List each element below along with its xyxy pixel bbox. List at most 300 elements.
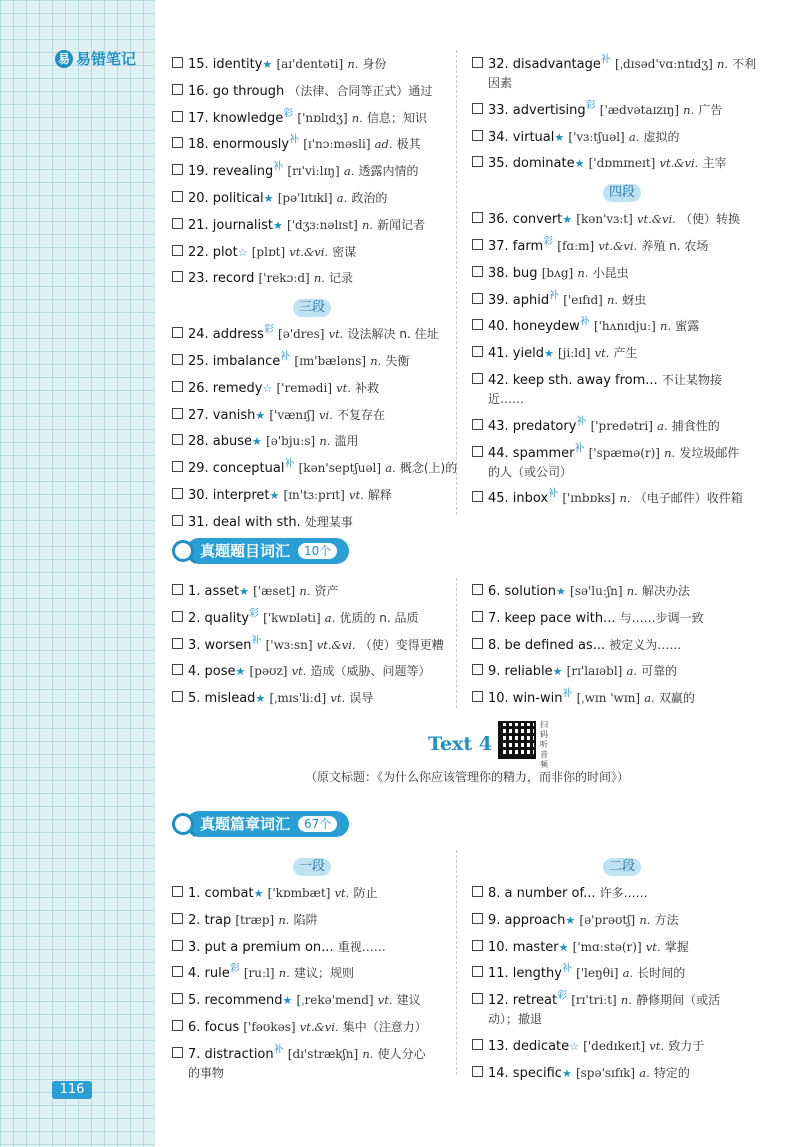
entry-word: 21. journalist [188,217,274,233]
entry-part-of-speech: vt. [649,1038,665,1053]
checkbox-icon[interactable] [472,156,483,167]
vocab-entry [472,662,772,681]
entry-part-of-speech: vt.&vi. [289,244,329,259]
entry-part-of-speech: n. [319,434,331,449]
entry-word: 9. reliable [488,664,553,680]
entry-word: 35. dominate [488,156,575,172]
entry-word: 44. spammer [488,445,575,461]
vocab-entry [472,371,772,409]
entry-meaning: 静修期间（或活 [636,993,721,1008]
vocab-entry [172,135,452,154]
checkbox-icon[interactable] [172,245,183,256]
checkbox-icon[interactable] [472,886,483,897]
entry-part-of-speech: n. [299,584,311,598]
entry-meaning: 处理某事 [304,514,353,529]
star-outline-icon: ☆ [262,381,273,395]
entry-word: 14. specific [488,1065,562,1081]
entry-word: 3. put a premium on... [188,939,334,955]
checkbox-icon[interactable] [472,611,483,622]
checkbox-icon[interactable] [472,691,483,702]
entry-part-of-speech: n. [361,217,374,232]
entry-meaning: （使）转换 [679,212,740,227]
entry-meaning: 被定义为…… [609,637,682,652]
checkbox-icon[interactable] [172,57,183,68]
checkbox-icon[interactable] [172,354,183,365]
vocab-column-left [172,853,452,1091]
checkbox-icon[interactable] [172,940,183,951]
entry-phonetic: [dɪ'strækʃn] [287,1046,359,1061]
logo [55,48,136,69]
vocab-entry [172,216,452,235]
vocab-entry [172,379,452,398]
checkbox-icon[interactable] [472,638,483,649]
entry-phonetic: ['predətri] [590,418,653,433]
vocab-entry [172,662,452,681]
vocab-entry [472,884,772,903]
checkbox-icon[interactable] [472,57,483,68]
entry-meaning: 特定的 [653,1065,690,1080]
star-outline-icon: ☆ [237,245,248,259]
entry-meaning: 记录 [329,271,354,286]
entry-word: 30. interpret [188,487,270,503]
checkbox-icon[interactable] [172,381,183,392]
entry-word: 45. inbox [488,491,549,507]
entry-meaning: 蚜虫 [622,292,647,307]
entry-phonetic: [træp] [235,912,275,927]
vocab-entry [172,82,452,101]
entry-part-of-speech: n. [716,57,728,71]
entry-meaning: 滥用 [334,434,359,449]
vocab-entry [472,317,772,336]
star-icon: ★ [565,913,576,927]
vocab-entry [472,609,772,628]
entry-meaning: 重视…… [337,939,386,954]
entry-part-of-speech: n. [639,912,651,927]
checkbox-icon[interactable] [172,886,183,897]
checkbox-icon[interactable] [172,1020,183,1031]
entry-meaning-continued: 的事物 [188,1065,225,1080]
entry-word: 11. lengthy [488,966,562,982]
frequency-mark: 补 [273,161,284,173]
section-banner-passage-vocab [172,811,349,837]
frequency-mark: 彩 [557,990,568,1002]
vocab-column-right [472,55,772,516]
entry-phonetic: [kən'septʃuəl] [298,461,382,476]
entry-phonetic: [ɪn'tɜːprɪt] [283,487,345,502]
checkbox-icon[interactable] [472,130,483,141]
entry-part-of-speech: vt. [334,886,350,900]
qr-caption: 扫码听音频 [540,720,548,769]
entry-word: 41. yield [488,346,544,362]
entry-meaning: 建议；规则 [293,966,354,981]
checkbox-icon[interactable] [172,584,183,595]
vocab-column-right [472,582,772,716]
entry-part-of-speech: n. [362,1046,374,1061]
vocab-entry [472,1064,772,1083]
star-icon: ★ [552,665,563,679]
vocab-entry [472,444,772,482]
checkbox-icon[interactable] [472,319,483,330]
frequency-mark: 补 [562,688,573,700]
entry-word: 6. solution [488,584,557,599]
entry-meaning: 虚拟的 [643,129,680,144]
entry-phonetic: ['dedɪkeɪt] [583,1038,646,1053]
checkbox-icon[interactable] [172,461,183,472]
checkbox-icon[interactable] [472,239,483,250]
checkbox-icon[interactable] [472,1066,483,1077]
entry-meaning: （法律、合同等正式）通过 [288,83,433,98]
column-divider [456,850,457,1075]
vocab-entry [172,352,452,371]
entry-phonetic: ['eɪfɪd] [563,292,603,307]
entry-meaning: 许多…… [599,886,648,900]
entry-part-of-speech: vt.&vi. [659,156,699,171]
paragraph-label: 四段 [472,181,772,202]
entry-part-of-speech: vt.&vi. [598,238,638,253]
entry-phonetic: ['ædvətaɪzɪŋ] [599,102,680,117]
vocab-entry [472,128,772,147]
entry-word: 40. honeydew [488,319,580,335]
entry-meaning: 设法解决 n. 住址 [347,327,439,342]
banner-bar [186,538,349,564]
entry-part-of-speech: vi. [319,407,333,422]
entry-word: 28. abuse [188,434,253,450]
checkbox-icon[interactable] [472,103,483,114]
banner-title: 真题题目词汇 [200,542,291,560]
entry-meaning: 陷阱 [293,912,318,927]
entry-meaning: 不复存在 [337,407,386,422]
frequency-mark: 补 [273,1044,284,1056]
checkbox-icon[interactable] [472,966,483,977]
entry-phonetic: ['nɒlɪdʒ] [297,110,348,125]
entry-phonetic: [ˌrekə'mend] [296,993,374,1008]
entry-phonetic: [rɪ'triːt] [571,993,617,1008]
entry-part-of-speech: ad. [374,137,393,152]
checkbox-icon[interactable] [472,913,483,924]
checkbox-icon[interactable] [172,993,183,1004]
entry-part-of-speech: n. [660,319,672,334]
star-icon: ★ [543,347,554,361]
vocab-entry [472,237,772,256]
entry-meaning: 防止 [353,886,378,900]
banner-title: 真题篇章词汇 [200,815,291,833]
entry-word: 3. worsen [188,637,252,653]
entry-word: 6. focus [188,1019,240,1035]
entry-part-of-speech: vt.&vi. [316,637,356,652]
entry-phonetic: [bʌg] [541,265,574,280]
entry-meaning-continued: 因素 [488,76,513,90]
frequency-mark: 补 [280,351,291,363]
entry-part-of-speech: a. [324,610,336,625]
checkbox-icon[interactable] [172,488,183,499]
checkbox-icon[interactable] [472,1039,483,1050]
star-icon: ★ [252,435,262,449]
checkbox-icon[interactable] [172,638,183,649]
entry-meaning: 失衡 [385,353,410,368]
star-icon: ★ [561,1066,572,1080]
entry-part-of-speech: n. [606,292,619,307]
vocab-entry [172,458,458,478]
vocab-column-left [172,582,452,716]
entry-word: 4. pose [188,664,236,680]
checkbox-icon[interactable] [472,664,483,675]
entry-phonetic: [ə'dres] [278,327,325,342]
entry-phonetic: ['spæmə(r)] [588,445,660,460]
entry-phonetic: ['vɜːtʃuəl] [568,129,625,144]
vocab-entry [472,417,772,436]
vocab-entry [172,243,452,262]
entry-word: 37. farm [488,238,544,254]
banner-count: 10个 [298,543,337,559]
frequency-mark: 彩 [249,608,260,620]
entry-meaning: 可靠的 [641,664,678,679]
checkbox-icon[interactable] [472,266,483,277]
entry-meaning: 极其 [396,137,421,152]
entry-phonetic: [ˌmɪs'liːd] [269,691,327,706]
entry-phonetic: ['ɪnbɒks] [562,491,616,506]
checkbox-icon[interactable] [172,515,183,526]
entry-phonetic: ['wɜːsn] [265,637,313,652]
checkbox-icon[interactable] [172,408,183,419]
vocab-entry [172,162,452,181]
vocab-entry [472,938,772,957]
entry-word: 20. political [188,190,264,206]
paragraph-label: 一段 [172,855,452,876]
entry-part-of-speech: a. [644,691,655,706]
checkbox-icon[interactable] [172,434,183,445]
entry-phonetic: ['kɒmbæt] [267,886,331,900]
frequency-mark: 补 [561,964,572,976]
entry-phonetic: ['hʌnɪdjuː] [593,319,656,334]
star-icon: ★ [263,191,274,205]
entry-meaning: 解决办法 [641,584,690,598]
entry-phonetic: [ruːl] [243,966,275,981]
checkbox-icon[interactable] [472,491,483,502]
star-icon: ★ [562,213,573,227]
checkbox-icon[interactable] [472,346,483,357]
entry-meaning: 产生 [613,346,638,361]
entry-part-of-speech: a. [639,1065,650,1080]
checkbox-icon[interactable] [172,1047,183,1058]
entry-word: 43. predatory [488,418,577,434]
vocab-entry [172,964,452,983]
entry-phonetic: [jiːld] [558,346,591,361]
checkbox-icon[interactable] [172,966,183,977]
entry-phonetic: [fɑːm] [557,238,595,253]
vocab-entry [172,938,452,957]
star-icon: ★ [235,665,246,679]
entry-part-of-speech: n. [278,966,290,981]
entry-phonetic: [pə'lɪtɪkl] [277,190,333,205]
entry-part-of-speech: vt. [377,993,393,1008]
vocab-entry [172,689,452,708]
star-icon: ★ [282,994,293,1008]
text-heading: Text 4 [428,733,492,755]
entry-part-of-speech: a. [628,129,640,144]
entry-phonetic: ['fəʊkəs] [243,1019,296,1034]
entry-word: 26. remedy [188,380,263,396]
star-icon: ★ [239,585,250,598]
checkbox-icon[interactable] [172,84,183,95]
entry-part-of-speech: n. [664,445,676,460]
entry-part-of-speech: n. [620,993,632,1008]
entry-meaning: 双赢的 [658,691,695,706]
star-icon: ★ [558,940,569,954]
checkbox-icon[interactable] [172,327,183,338]
vocab-entry [472,210,772,229]
entry-part-of-speech: a. [343,164,355,179]
entry-word: 12. retreat [488,993,558,1009]
vocab-entry [472,636,772,655]
star-icon: ★ [574,157,585,171]
entry-word: 38. bug [488,265,538,281]
checkbox-icon[interactable] [172,111,183,122]
vocab-entry [172,991,452,1010]
frequency-mark: 补 [251,635,262,647]
magnifier-icon [172,540,194,562]
frequency-mark: 彩 [585,100,596,112]
entry-phonetic: [ə'bjuːs] [266,434,316,449]
frequency-mark: 补 [284,458,295,470]
grid-margin-strip [0,0,155,1147]
checkbox-icon[interactable] [172,164,183,175]
entry-word: 5. mislead [188,691,256,707]
checkbox-icon[interactable] [172,218,183,229]
vocab-column-right [472,853,772,1091]
entry-word: 8. a number of... [488,886,596,901]
entry-meaning: 蜜露 [675,319,700,334]
frequency-mark: 彩 [543,236,554,248]
star-icon: ★ [262,58,273,71]
checkbox-icon[interactable] [172,691,183,702]
entry-meaning: 使人分心 [377,1046,426,1061]
entry-word: 7. distraction [188,1046,274,1062]
vocab-entry [472,1037,772,1056]
entry-phonetic: [sə'luːʃn] [570,584,623,598]
qr-code-icon[interactable] [498,721,536,759]
vocab-entry [472,154,772,173]
entry-word: 42. keep sth. away from... [488,372,658,388]
entry-meaning: 补救 [355,380,380,395]
checkbox-icon[interactable] [172,191,183,202]
vocab-entry [172,269,452,288]
banner-bar [186,811,349,837]
vocab-entry [172,1018,452,1037]
checkbox-icon[interactable] [472,446,483,457]
frequency-mark: 补 [576,416,587,428]
entry-meaning: 掌握 [664,939,689,954]
entry-phonetic: [ˌwɪn 'wɪn] [576,691,641,706]
entry-meaning-continued: 近…… [488,391,525,406]
entry-meaning: 透露内情的 [358,164,419,179]
vocab-entry [472,991,772,1029]
entry-meaning: 不利 [732,57,757,71]
entry-word: 10. master [488,939,559,955]
checkbox-icon[interactable] [472,373,483,384]
checkbox-icon[interactable] [472,419,483,430]
star-outline-icon: ☆ [569,1039,580,1053]
entry-meaning: 政治的 [351,190,388,205]
checkbox-icon[interactable] [172,611,183,622]
entry-part-of-speech: n. [683,102,695,117]
entry-word: 4. rule [188,966,230,982]
checkbox-icon[interactable] [172,137,183,148]
vocab-entry [172,432,452,451]
vocab-entry [172,513,452,532]
frequency-mark: 补 [289,135,300,147]
entry-meaning: 概念(上)的 [399,461,458,476]
entry-meaning: 建议 [396,993,421,1008]
entry-phonetic: [spə'sɪfɪk] [575,1065,636,1080]
entry-meaning: （使）变得更糟 [359,637,444,652]
checkbox-icon[interactable] [172,271,183,282]
column-divider [456,578,457,708]
entry-word: 27. vanish [188,407,256,423]
vocab-entry [172,109,452,128]
checkbox-icon[interactable] [472,993,483,1004]
vocab-column-left [172,55,458,540]
vocab-entry [172,486,452,505]
checkbox-icon[interactable] [172,913,183,924]
entry-part-of-speech: n. [347,57,359,71]
entry-part-of-speech: vt. [645,939,661,954]
vocab-entry [472,964,772,983]
entry-phonetic: [kən'vɜːt] [576,212,633,227]
checkbox-icon[interactable] [472,940,483,951]
banner-count: 67个 [298,816,337,832]
vocab-entry [172,609,452,628]
checkbox-icon[interactable] [472,584,483,595]
entry-part-of-speech: a. [622,966,634,981]
entry-word: 32. disadvantage [488,57,601,72]
vocab-entry [172,189,452,208]
entry-word: 15. identity [188,57,263,72]
vocab-entry [472,689,772,708]
entry-meaning-continued: 动）；撤退 [488,1012,543,1027]
checkbox-icon[interactable] [172,664,183,675]
entry-meaning: 信息；知识 [366,110,427,125]
entry-part-of-speech: vt. [348,487,364,502]
entry-word: 19. revealing [188,164,274,180]
checkbox-icon[interactable] [472,212,483,223]
entry-word: 36. convert [488,212,563,228]
entry-phonetic: [rɪ'laɪəbl] [566,664,623,679]
entry-phonetic: [ɪm'bæləns] [294,353,367,368]
vocab-entry [172,406,452,425]
vocab-entry [172,884,452,903]
entry-part-of-speech: a. [336,190,348,205]
entry-part-of-speech: a. [385,461,396,476]
star-icon: ★ [255,408,266,422]
entry-word: 18. enormously [188,137,290,153]
entry-word: 8. be defined as... [488,637,606,653]
entry-meaning: 资产 [314,584,339,598]
entry-meaning: 广告 [698,102,723,117]
checkbox-icon[interactable] [472,293,483,304]
frequency-mark: 彩 [283,108,294,120]
entry-part-of-speech: vt. [291,664,307,679]
vocab-entry [172,1045,452,1083]
frequency-mark: 彩 [263,324,274,336]
entry-phonetic: [ə'prəʊtʃ] [579,912,636,927]
frequency-mark: 补 [549,290,560,302]
entry-word: 5. recommend [188,993,283,1009]
entry-part-of-speech: vt. [336,380,351,395]
entry-meaning: 发垃圾邮件 [679,445,740,460]
vocab-entry [172,55,452,74]
paragraph-label: 二段 [472,855,772,876]
entry-part-of-speech: n. [626,584,638,598]
